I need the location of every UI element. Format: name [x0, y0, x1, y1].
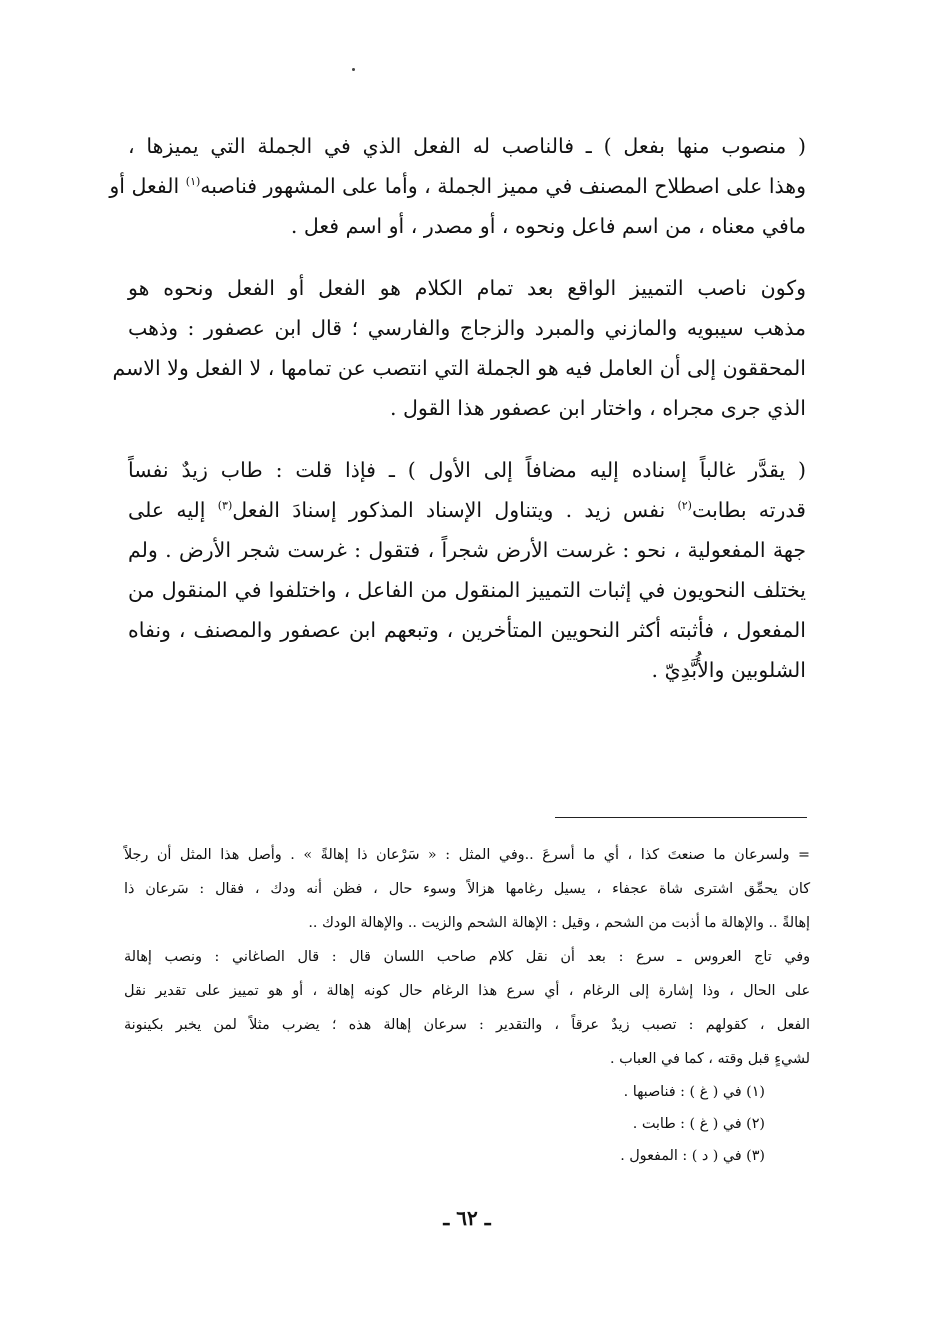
text-line: يختلف النحويون في إثبات التمييز المنقول من الفاعل ، واختلفوا في المنقول من	[128, 578, 806, 602]
footnotes	[124, 838, 810, 1172]
text-segment: نفس زيد . ويتناول الإسناد المذكور إسنادَ الفعل	[232, 498, 666, 522]
text-line	[128, 490, 806, 530]
footnote-line: على الحال ، وذا إشارة إلى الرغام ، أي سرع هذا الرغام حال كونه إهالة ، أو هو تمييز على تقدير نقل	[124, 983, 810, 999]
footnote-3: (٣) في ( د ) : المفعول .	[620, 1148, 765, 1164]
text-line: جهة المفعولية ، نحو : غرست الأرض شجراً ، فتقول : غرست شجر الأرض . ولم	[128, 538, 806, 562]
page-number: ـ ٦٢ ـ	[443, 1206, 491, 1230]
footnote-line: لشيءٍ قبل وقته ، كما في العباب .	[610, 1051, 810, 1067]
paragraph-1	[109, 126, 806, 246]
text-segment: إليه على	[128, 498, 206, 522]
footnote-2: (٢) في ( غ ) : طابت .	[632, 1116, 765, 1132]
ink-dot	[352, 68, 355, 71]
footnote-line: إهالةً .. والإهالة ما أذبت من الشحم ، وقيل : الإهالة الشحم والزيت .. والإهالة الودك ..	[308, 915, 810, 931]
text-segment: الفعل أو	[109, 174, 180, 198]
footnote-line: كان يحمِّق اشترى شاة عجفاء ، يسيل رغامها هزالاً وسوء حال ، فظن أنه ودك ، فقال : سَرعان ذا	[124, 881, 810, 897]
text-line: ( يقدَّر غالباً إسناده إليه مضافاً إلى الأول ) ـ فإذا قلت : طاب زيدٌ نفساً	[128, 458, 806, 482]
footnote-line: = ولسرعان ما صنعتَ كذا ، أي ما أسرعَ ..وفي المثل : « سَرْعان ذا إهالةً » . وأصل هذا المثل أن رجلاً	[124, 847, 810, 863]
footnote-1: (١) في ( غ ) : فناصبها .	[623, 1084, 765, 1100]
text-segment: قدرته بطابت	[691, 498, 806, 522]
footnote-line: الفعل ، كقولهم : تصبب زيدٌ عرقاً ، والتقدير : سرعان إهالة هذه ؛ يضرب مثلاً لمن يخبر بكينونة	[124, 1017, 810, 1033]
text-line: مذهب سيبويه والمازني والمبرد والزجاج والفارسي ؛ قال ابن عصفور : وذهب	[128, 316, 806, 340]
text-line: وكون ناصب التمييز الواقع بعد تمام الكلام هو الفعل أو الفعل ونحوه هو	[128, 276, 806, 300]
footnote-ref-2[interactable]: (٢)	[677, 499, 692, 513]
text-line: المفعول ، فأثبته أكثر النحويين المتأخرين ، وتبعهم ابن عصفور والمصنف ، ونفاه	[128, 618, 806, 642]
footnote-ref-1[interactable]: (١)	[185, 175, 201, 189]
text-segment: وهذا على اصطلاح المصنف في مميز الجملة ، وأما على المشهور فناصبه	[200, 174, 806, 198]
paragraph-3	[128, 450, 806, 690]
footnote-ref-3[interactable]: (٣)	[217, 499, 233, 513]
text-line: مافي معناه ، من اسم فاعل ونحوه ، أو مصدر ، أو اسم فعل .	[290, 214, 806, 238]
footnote-line: وفي تاج العروس ـ سرع : بعد أن نقل كلام صاحب اللسان قال : قال الصاغاني : ونصب إهالة	[124, 949, 810, 965]
main-text	[109, 126, 806, 712]
text-line: الذي جرى مجراه ، واختار ابن عصفور هذا القول .	[389, 396, 806, 420]
text-line: الشلوبين والأُبَّدِيّ .	[651, 658, 806, 682]
footnote-divider	[555, 817, 807, 818]
text-line: ( منصوب منها بفعل ) ـ فالناصب له الفعل الذي في الجملة التي يميزها ،	[128, 134, 806, 158]
text-line: المحققون إلى أن العامل فيه هو الجملة التي انتصب عن تمامها ، لا الفعل ولا الاسم	[112, 356, 806, 380]
text-line	[109, 166, 806, 206]
paragraph-2	[112, 268, 806, 428]
